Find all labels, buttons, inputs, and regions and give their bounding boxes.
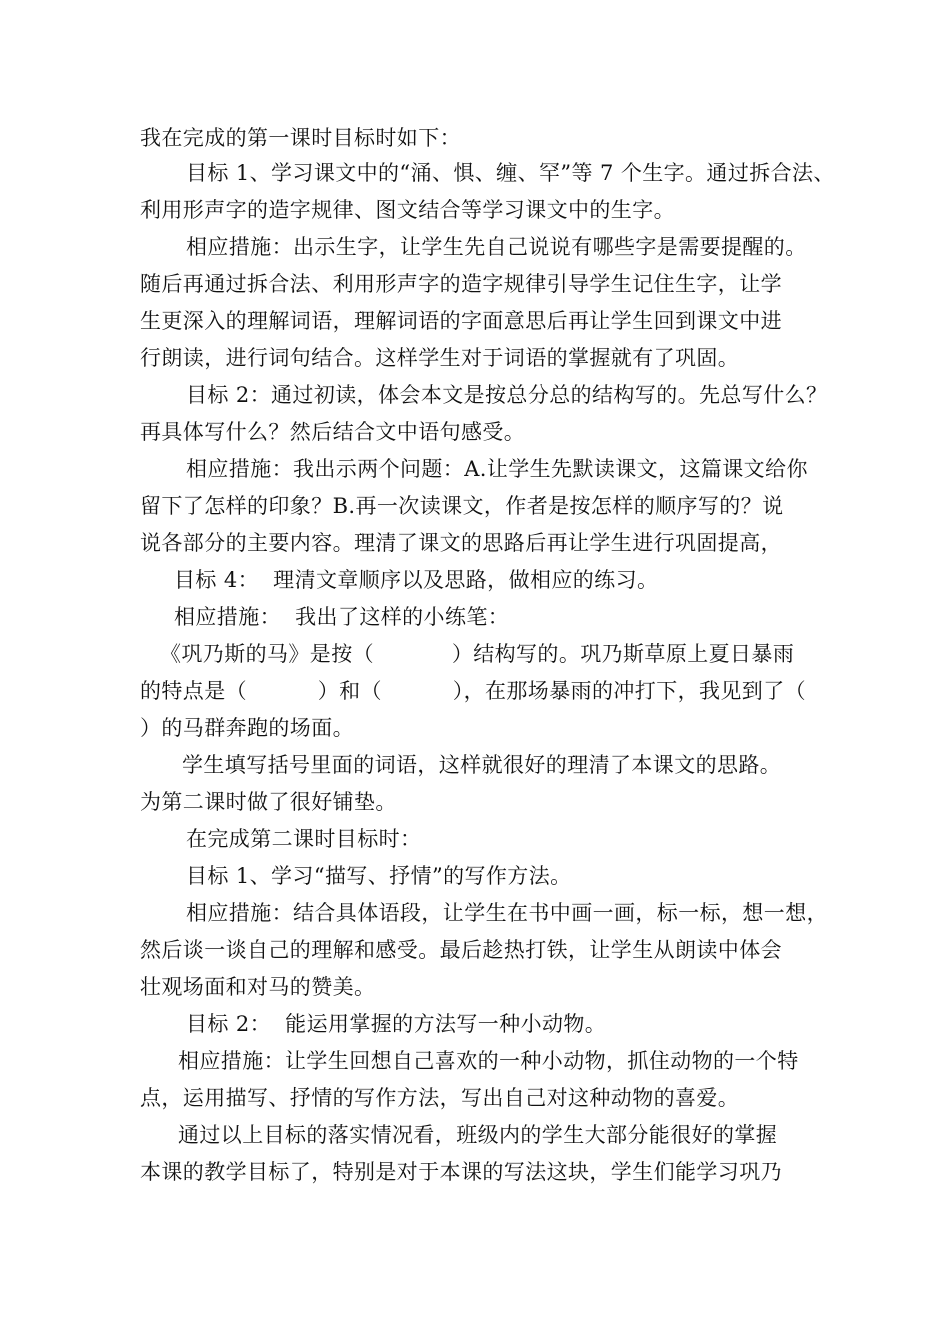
text-line: 点，运用描写、抒情的写作方法，写出自己对这种动物的喜爱。 (140, 1086, 740, 1110)
text-line: 相应措施：结合具体语段，让学生在书中画一画，标一标，想一想， (186, 901, 828, 925)
text-line: 随后再通过拆合法、利用形声字的造字规律引导学生记住生字，让学 (140, 272, 782, 296)
text-line: 目标 2： 能运用掌握的方法写一种小动物。 (186, 1012, 607, 1036)
text-line: 相应措施：出示生字，让学生先自己说说有哪些字是需要提醒的。 (186, 235, 807, 259)
text-line: 相应措施：让学生回想自己喜欢的一种小动物，抓住动物的一个特 (178, 1049, 799, 1073)
text-line: 目标 1、学习“描写、抒情”的写作方法。 (186, 864, 572, 888)
text-line: 我在完成的第一课时目标时如下： (140, 126, 461, 150)
text-line: 然后谈一谈自己的理解和感受。最后趁热打铁，让学生从朗读中体会 (140, 938, 782, 962)
text-line: 壮观场面和对马的赞美。 (140, 975, 376, 999)
text-line: 再具体写什么？然后结合文中语句感受。 (140, 420, 526, 444)
text-line: 说各部分的主要内容。理清了课文的思路后再让学生进行巩固提高， (140, 531, 782, 555)
text-line: 留下了怎样的印象？B.再一次读课文，作者是按怎样的顺序写的？说 (140, 494, 784, 518)
text-line: 相应措施：我出示两个问题：A.让学生先默读课文，这篇课文给你 (186, 457, 808, 481)
text-line: 为第二课时做了很好铺垫。 (140, 790, 397, 814)
text-line: 《巩乃斯的马》是按（ ）结构写的。巩乃斯草原上夏日暴雨 (160, 642, 795, 666)
text-line: 相应措施： 我出了这样的小练笔： (174, 605, 510, 629)
text-line: 目标 2：通过初读，体会本文是按总分总的结构写的。先总写什么？ (186, 383, 828, 407)
text-line: 的特点是（ ）和（ ），在那场暴雨的冲打下，我见到了（ (140, 679, 807, 703)
text-line: 目标 4： 理清文章顺序以及思路，做相应的练习。 (174, 568, 659, 592)
text-line: 学生填写括号里面的词语，这样就很好的理清了本课文的思路。 (182, 753, 782, 777)
text-line: 在完成第二课时目标时： (186, 827, 422, 851)
text-line: 行朗读，进行词句结合。这样学生对于词语的掌握就有了巩固。 (140, 346, 740, 370)
text-line: 本课的教学目标了，特别是对于本课的写法这块，学生们能学习巩乃 (140, 1160, 782, 1184)
text-line: 目标 1、学习课文中的“涌、惧、缠、罕”等 7 个生字。通过拆合法、 (186, 161, 835, 185)
text-line: ）的马群奔跑的场面。 (140, 716, 354, 740)
text-line: 生更深入的理解词语，理解词语的字面意思后再让学生回到课文中进 (140, 309, 782, 333)
text-line: 利用形声字的造字规律、图文结合等学习课文中的生字。 (140, 198, 675, 222)
text-line: 通过以上目标的落实情况看，班级内的学生大部分能很好的掌握 (178, 1123, 778, 1147)
